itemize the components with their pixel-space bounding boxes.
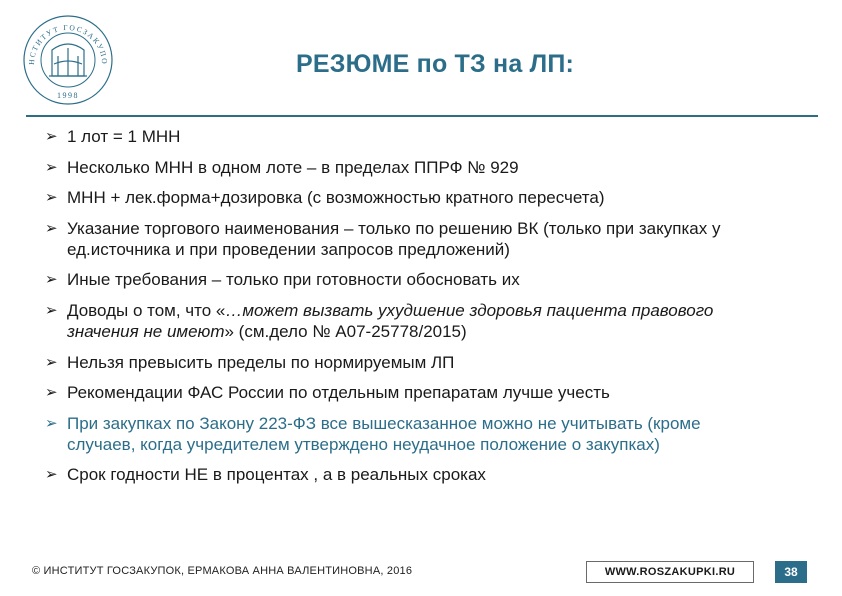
bullet-item	[45, 352, 765, 373]
title-divider	[26, 115, 818, 117]
arrow-bullet-icon: ➢	[45, 189, 58, 207]
arrow-bullet-icon: ➢	[45, 301, 58, 319]
bullet-text: Иные требования – только при готовности обосновать их	[67, 270, 520, 290]
bullet-item	[45, 157, 765, 178]
bullet-item	[45, 464, 765, 485]
institute-logo	[22, 14, 114, 106]
bullet-text-quote: …может вызвать ухудшение здоровья пациента правового значения не имеют	[67, 300, 714, 341]
arrow-bullet-icon: ➢	[45, 128, 58, 145]
bullet-item	[45, 269, 765, 290]
bullet-text-prefix: Доводы о том, что «	[67, 300, 226, 320]
footer-website-link[interactable]: WWW.ROSZAKUPKI.RU	[586, 561, 754, 583]
page-title: РЕЗЮМЕ по ТЗ на ЛП:	[296, 50, 575, 78]
arrow-bullet-icon: ➢	[45, 466, 58, 484]
logo-year: 1998	[57, 91, 79, 100]
arrow-bullet-icon: ➢	[45, 414, 58, 432]
arrow-bullet-icon: ➢	[45, 219, 58, 237]
svg-text:ИНСТИТУТ ГОСЗАКУПОК	[22, 14, 109, 66]
bullet-text: Несколько МНН в одном лоте – в пределах ППРФ № 929	[67, 157, 519, 177]
bullet-text: 1 лот = 1 МНН	[67, 127, 181, 146]
arrow-bullet-icon: ➢	[45, 271, 58, 289]
bullet-text: Нельзя превысить пределы по нормируемым ЛП	[67, 352, 455, 372]
arrow-bullet-icon: ➢	[45, 353, 58, 371]
logo-arc-text: НСТИТУТ ГОСЗАКУПО	[26, 22, 110, 66]
bullet-item	[45, 218, 765, 260]
arrow-bullet-icon: ➢	[45, 384, 58, 402]
bullet-item	[45, 300, 765, 342]
bullet-item-highlighted	[45, 413, 765, 455]
institute-seal-icon	[22, 14, 114, 106]
footer-copyright: © ИНСТИТУТ ГОСЗАКУПОК, ЕРМАКОВА АННА ВАЛЕНТИНОВНА, 2016	[32, 565, 413, 577]
bullet-text: Указание торгового наименования – только по решению ВК (только при закупках у ед.источника и при проведении запросов предложений)	[67, 218, 721, 259]
bullet-text: Срок годности НЕ в процентах , а в реальных сроках	[67, 465, 486, 485]
bullet-item	[45, 382, 765, 403]
arrow-bullet-icon: ➢	[45, 158, 58, 176]
bullet-item	[45, 187, 765, 208]
bullet-text: МНН + лек.форма+дозировка (с возможностью кратного пересчета)	[67, 188, 605, 208]
page-number-badge: 38	[775, 561, 807, 583]
bullet-text: Рекомендации ФАС России по отдельным препаратам лучше учесть	[67, 383, 610, 403]
bullet-text: При закупках по Закону 223-ФЗ все вышесказанное можно не учитывать (кроме случаев, когда учредителем утверждено неудачное положение о закупках)	[67, 413, 701, 454]
bullet-list	[45, 126, 765, 495]
logo-emblem-icon	[49, 44, 87, 76]
bullet-item	[45, 126, 765, 147]
bullet-text-suffix: » (см.дело № А07-25778/2015)	[224, 321, 467, 341]
